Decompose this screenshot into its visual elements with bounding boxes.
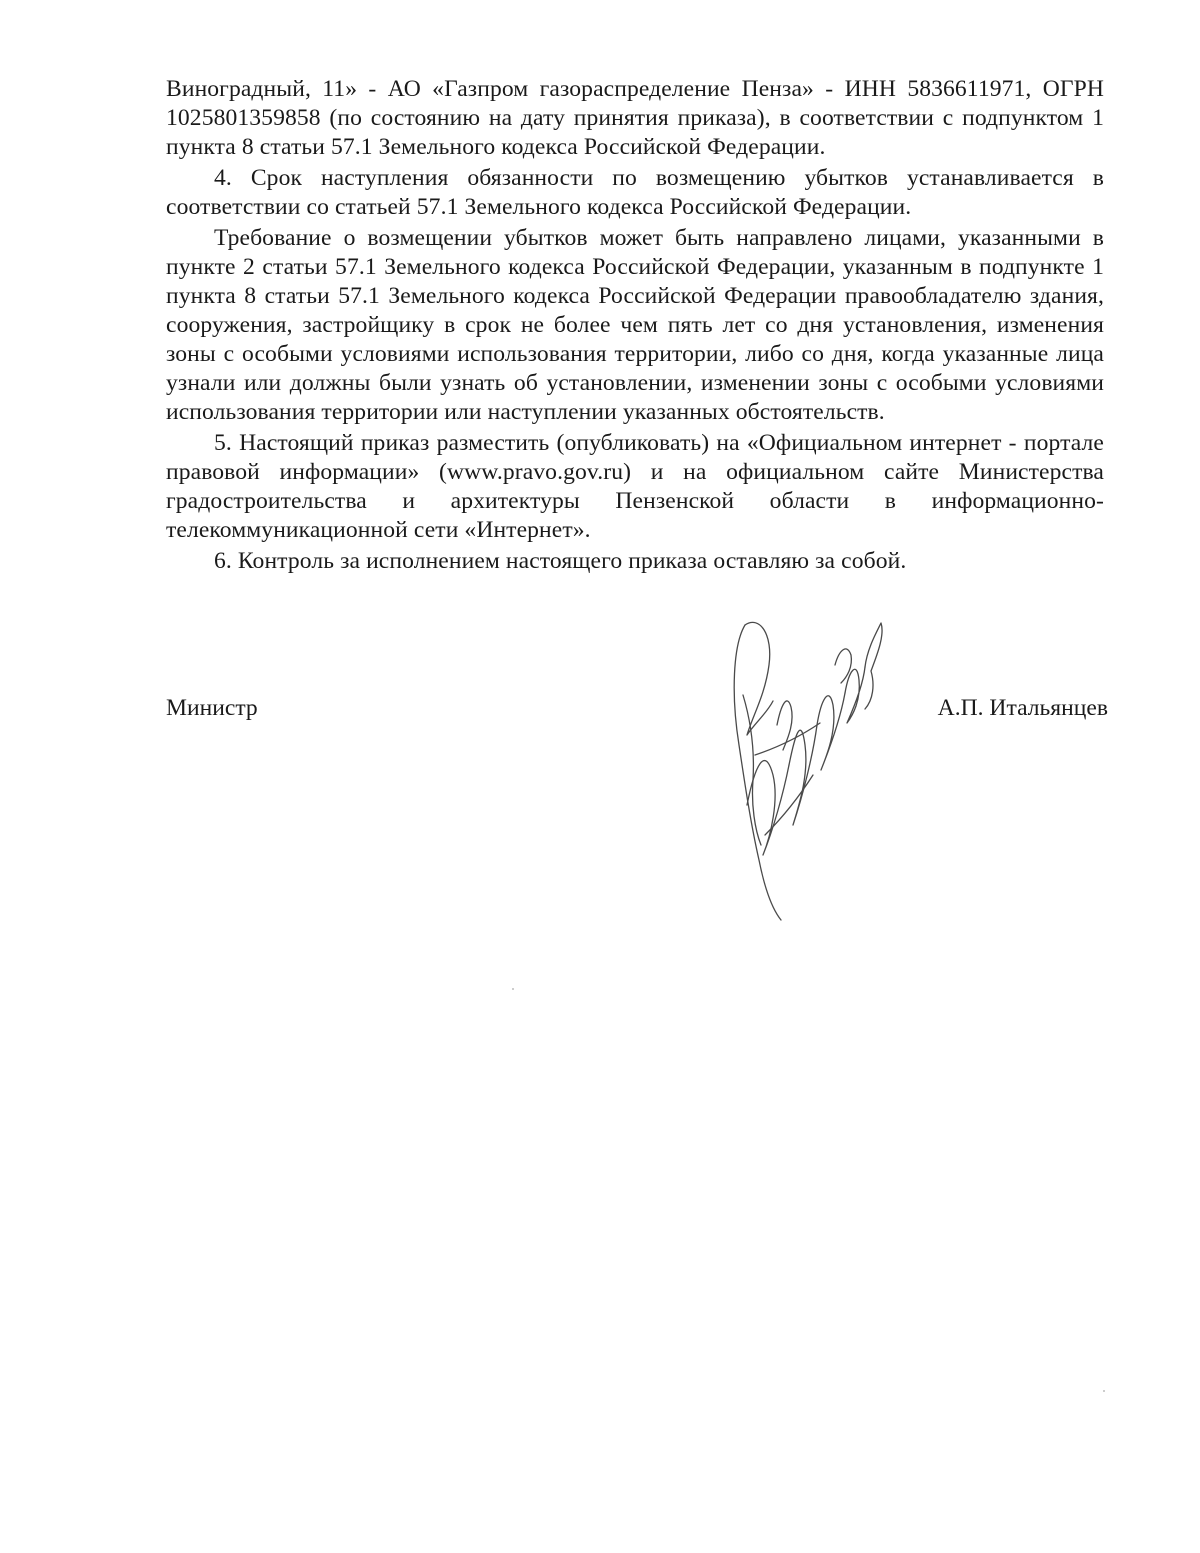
signatory-name: А.П. Итальянцев <box>937 695 1108 721</box>
signatory-title: Министр <box>166 695 258 721</box>
paragraph-continuation: Виноградный, 11» - АО «Газпром газораспределение Пенза» - ИНН 5836611971, ОГРН 1025801359858 (по состоянию на дату принятия приказа), в соответствии с подпунктом 1 пункта 8 статьи 57.1 Земельного кодекса Российской Федерации. <box>166 76 1104 160</box>
paragraph-item-5: 5. Настоящий приказ разместить (опубликовать) на «Официальном интернет - портале правовой информации» (www.pravo.gov.ru) и на официальном сайте Министерства градостроительства и архитектуры Пензенской области в информационно-телекоммуникационной сети «Интернет». <box>166 430 1104 543</box>
paragraph-item-4: 4. Срок наступления обязанности по возмещению убытков устанавливается в соответствии со статьей 57.1 Земельного кодекса Российской Федерации. <box>166 165 1104 220</box>
document-body <box>166 75 1104 578</box>
scan-speck <box>1103 1390 1105 1392</box>
scan-speck <box>512 988 514 990</box>
handwritten-signature <box>725 605 890 925</box>
signature-block <box>166 693 1108 723</box>
paragraph-requirement: Требование о возмещении убытков может быть направлено лицами, указанными в пункте 2 статьи 57.1 Земельного кодекса Российской Федерации, указанным в подпункте 1 пункта 8 статьи 57.1 Земельного кодекса Российской Федерации правообладателю здания, сооружения, застройщику в срок не более чем пять лет со дня установления, изменения зоны с особыми условиями использования территории, либо со дня, когда указанные лица узнали или должны были узнать об установлении, изменении зоны с особыми условиями использования территории или наступлении указанных обстоятельств. <box>166 225 1104 425</box>
paragraph-item-6: 6. Контроль за исполнением настоящего приказа оставляю за собой. <box>214 548 907 574</box>
